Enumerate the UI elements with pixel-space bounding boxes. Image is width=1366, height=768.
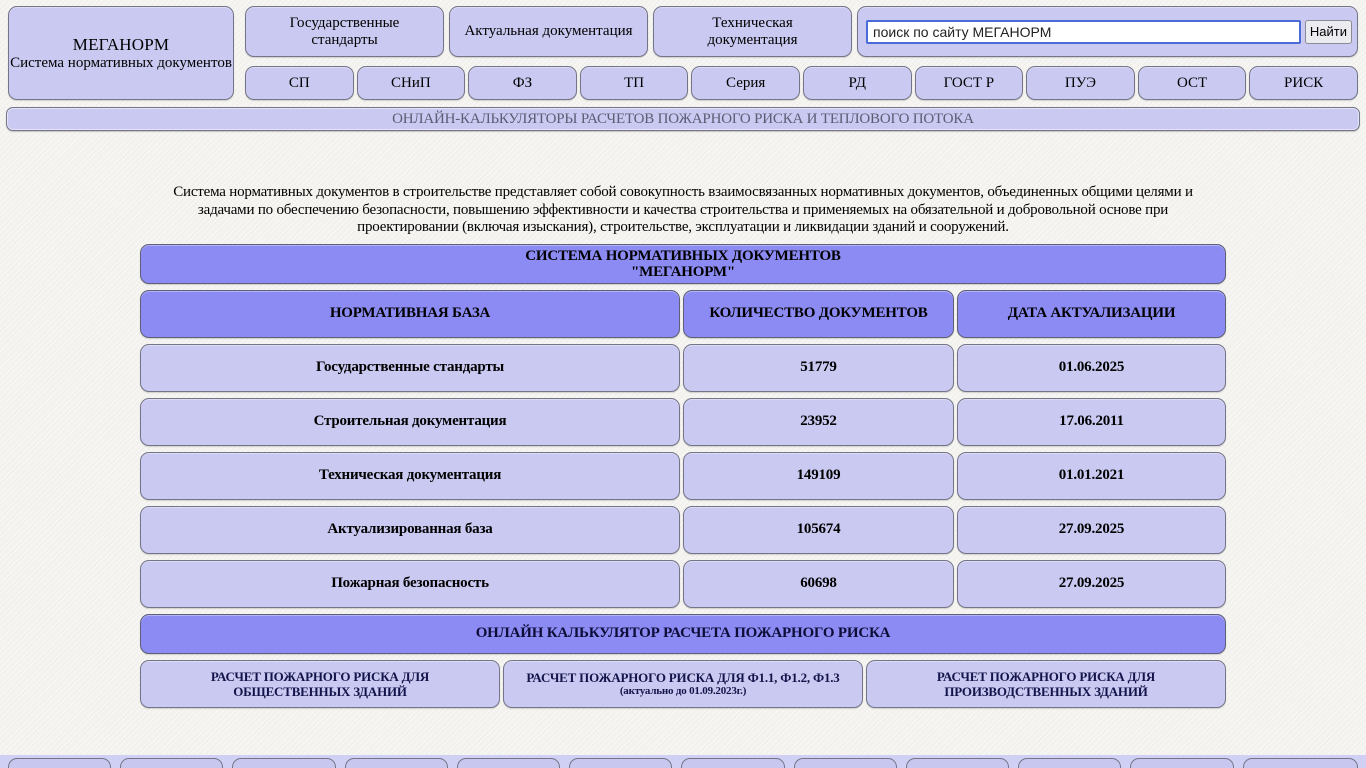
table-title-line1: СИСТЕМА НОРМАТИВНЫХ ДОКУМЕНТОВ <box>525 247 841 264</box>
footer-nav-button[interactable] <box>681 758 784 768</box>
table-row <box>140 344 1226 392</box>
nav-item-actual-documentation[interactable]: Актуальная документация <box>449 6 648 57</box>
calculator-section-title: ОНЛАЙН КАЛЬКУЛЯТОР РАСЧЕТА ПОЖАРНОГО РИСКА <box>140 614 1226 654</box>
row-date: 27.09.2025 <box>957 506 1226 554</box>
header <box>0 0 1366 100</box>
row-count: 60698 <box>683 560 954 608</box>
footer-nav-button[interactable] <box>232 758 335 768</box>
footer-nav-button[interactable] <box>120 758 223 768</box>
calc-button-public-buildings[interactable] <box>140 660 500 708</box>
footer-nav-button[interactable] <box>8 758 111 768</box>
nav-item-gost-r[interactable]: ГОСТ Р <box>915 66 1024 100</box>
intro-paragraph: Система нормативных документов в строительстве представляет собой совокупность взаимосвязанных нормативных документов, объединенных общими целями и задачами по обеспечению безопасности, повышению эффективности и качества строительства и применяемых на обязательной и добровольной основе при проектировании (включая изыскания), строительстве, эксплуатации и ликвидации зданий и сооружений. <box>173 184 1193 235</box>
nav-item-pue[interactable]: ПУЭ <box>1026 66 1135 100</box>
row-date: 27.09.2025 <box>957 560 1226 608</box>
column-header-date: ДАТА АКТУАЛИЗАЦИИ <box>957 290 1226 338</box>
footer-nav-button[interactable] <box>1018 758 1121 768</box>
primary-nav <box>245 6 1358 57</box>
row-count: 149109 <box>683 452 954 500</box>
nav-item-rd[interactable]: РД <box>803 66 912 100</box>
column-header-count: КОЛИЧЕСТВО ДОКУМЕНТОВ <box>683 290 954 338</box>
nav-item-sp[interactable]: СП <box>245 66 354 100</box>
row-date: 17.06.2011 <box>957 398 1226 446</box>
footer-nav-button[interactable] <box>457 758 560 768</box>
nav-item-technical-documentation[interactable]: Техническая документация <box>653 6 852 57</box>
row-base-link[interactable]: Строительная документация <box>140 398 680 446</box>
nav-item-seriya[interactable]: Серия <box>691 66 800 100</box>
table-row <box>140 560 1226 608</box>
column-header-base: НОРМАТИВНАЯ БАЗА <box>140 290 680 338</box>
calc-button-industrial-buildings[interactable] <box>866 660 1226 708</box>
logo-title: МЕГАНОРМ <box>72 34 170 54</box>
calc-button-note: (актуально до 01.09.2023г.) <box>619 684 747 697</box>
row-count: 51779 <box>683 344 954 392</box>
row-base-link[interactable]: Государственные стандарты <box>140 344 680 392</box>
table-title-line2: "МЕГАНОРМ" <box>631 263 735 280</box>
header-right <box>245 6 1358 100</box>
row-count: 105674 <box>683 506 954 554</box>
row-date: 01.01.2021 <box>957 452 1226 500</box>
calc-button-f11-f12-f13[interactable] <box>503 660 863 708</box>
nav-item-snip[interactable]: СНиП <box>357 66 466 100</box>
row-base-link[interactable]: Пожарная безопасность <box>140 560 680 608</box>
footer-nav-button[interactable] <box>906 758 1009 768</box>
footer-nav-button[interactable] <box>794 758 897 768</box>
nav-item-risk[interactable]: РИСК <box>1249 66 1358 100</box>
logo-subtitle: Система нормативных документов <box>10 54 232 71</box>
footer-nav-button[interactable] <box>569 758 672 768</box>
secondary-nav <box>245 66 1358 100</box>
nav-item-fz[interactable]: ФЗ <box>468 66 577 100</box>
search-submit-button[interactable]: Найти <box>1305 20 1352 44</box>
calc-button-label: РАСЧЕТ ПОЖАРНОГО РИСКА ДЛЯ Ф1.1, Ф1.2, Ф1.3 <box>526 669 840 685</box>
row-base-link[interactable]: Техническая документация <box>140 452 680 500</box>
footer-nav-button[interactable] <box>345 758 448 768</box>
table-title <box>140 244 1226 284</box>
search-area <box>857 6 1358 57</box>
footer-nav-button[interactable] <box>1243 758 1358 768</box>
logo[interactable] <box>8 6 234 100</box>
table-row <box>140 506 1226 554</box>
row-date: 01.06.2025 <box>957 344 1226 392</box>
documents-table <box>140 244 1226 708</box>
footer-nav-button[interactable] <box>1130 758 1233 768</box>
online-calculators-banner[interactable]: ОНЛАЙН-КАЛЬКУЛЯТОРЫ РАСЧЕТОВ ПОЖАРНОГО РИСКА И ТЕПЛОВОГО ПОТОКА <box>6 107 1360 131</box>
table-row <box>140 452 1226 500</box>
calc-button-label: РАСЧЕТ ПОЖАРНОГО РИСКА ДЛЯ ОБЩЕСТВЕННЫХ ЗДАНИЙ <box>210 668 430 699</box>
row-base-link[interactable]: Актуализированная база <box>140 506 680 554</box>
nav-item-tp[interactable]: ТП <box>580 66 689 100</box>
nav-item-state-standards[interactable]: Государственные стандарты <box>245 6 444 57</box>
table-row <box>140 398 1226 446</box>
calc-button-label: РАСЧЕТ ПОЖАРНОГО РИСКА ДЛЯ ПРОИЗВОДСТВЕННЫХ ЗДАНИЙ <box>936 668 1156 699</box>
calculator-buttons-row <box>140 660 1226 708</box>
row-count: 23952 <box>683 398 954 446</box>
nav-item-ost[interactable]: ОСТ <box>1138 66 1247 100</box>
footer-nav-row <box>8 758 1358 768</box>
footer-nav-band <box>0 755 1366 768</box>
table-header-row <box>140 290 1226 338</box>
site-search-input[interactable] <box>866 20 1301 44</box>
